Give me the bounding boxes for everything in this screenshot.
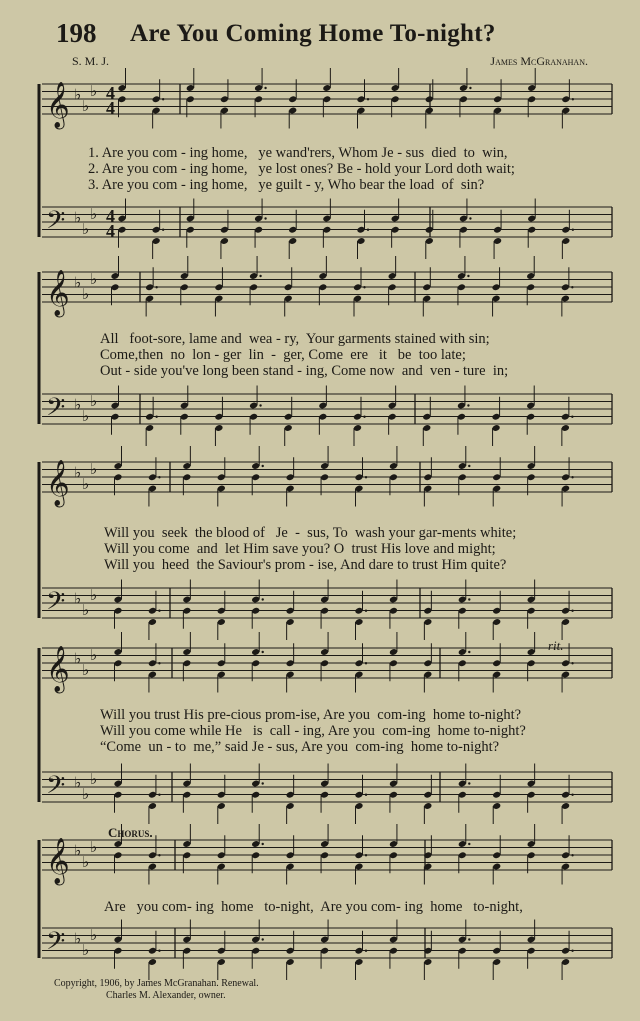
flat-icon: ♭ (82, 600, 90, 619)
flat-icon: ♭ (90, 585, 98, 604)
bass-clef-icon: 𝄢 (46, 927, 66, 962)
lyric-line: 1. Are you com - ing home, ye wand'rers, Whom Je - sus died to win, (88, 145, 508, 161)
dot (259, 404, 261, 406)
flat-icon: ♭ (82, 784, 90, 803)
flat-icon: ♭ (90, 459, 98, 478)
dot (468, 651, 470, 653)
time-signature: 4 (106, 221, 115, 241)
dot (367, 229, 369, 231)
treble-clef-icon: 𝄞 (46, 82, 70, 128)
copyright-line: Copyright, 1906, by James McGranahan. Renewal. (54, 978, 259, 989)
dot (572, 229, 574, 231)
dot (365, 662, 367, 664)
dot (469, 217, 471, 219)
flat-icon: ♭ (90, 769, 98, 788)
treble-clef-icon: 𝄞 (46, 460, 70, 506)
lyric-line: Will you come and let Him save you? O trust His love and might; (104, 541, 496, 557)
copyright-notice (54, 978, 259, 1002)
flat-icon: ♭ (74, 85, 82, 104)
dot (365, 794, 367, 796)
dot (571, 416, 573, 418)
flat-icon: ♭ (82, 940, 90, 959)
flat-icon: ♭ (74, 463, 82, 482)
dot (262, 598, 264, 600)
flat-icon: ♭ (82, 852, 90, 871)
dot (158, 610, 160, 612)
time-signature: 4 (106, 98, 115, 118)
dot (467, 275, 469, 277)
lyric-line: Out - side you've long been stand - ing, Come now and ven - ture in; (100, 363, 509, 379)
flat-icon: ♭ (82, 284, 90, 303)
flat-icon: ♭ (82, 660, 90, 679)
dot (468, 938, 470, 940)
treble-clef-icon: 𝄞 (46, 270, 70, 316)
flat-icon: ♭ (90, 645, 98, 664)
dot (571, 794, 573, 796)
dot (264, 217, 266, 219)
treble-clef-icon: 𝄞 (46, 838, 70, 884)
dot (571, 854, 573, 856)
dot (259, 275, 261, 277)
dot (468, 843, 470, 845)
bass-clef-icon: 𝄢 (46, 393, 66, 428)
treble-clef-icon: 𝄞 (46, 646, 70, 692)
dot (572, 98, 574, 100)
lyric-line: “Come un - to me,” said Je - sus, Are you com-ing home to-night? (100, 739, 500, 755)
lyric-line: Will you seek the blood of Je - sus, To wash your gar-ments white; (104, 525, 517, 541)
dot (262, 465, 264, 467)
dot (158, 950, 160, 952)
dot (571, 950, 573, 952)
dot (158, 794, 160, 796)
flat-icon: ♭ (90, 204, 98, 223)
dot (468, 465, 470, 467)
flat-icon: ♭ (90, 391, 98, 410)
hymn-number: 198 (56, 18, 97, 48)
dot (469, 87, 471, 89)
dot (365, 476, 367, 478)
flat-icon: ♭ (74, 589, 82, 608)
dot (158, 476, 160, 478)
flat-icon: ♭ (82, 219, 90, 238)
lyric-line: Are you com- ing home to-night, Are you com- ing home to-night, (104, 899, 523, 915)
dot (162, 98, 164, 100)
flat-icon: ♭ (90, 81, 98, 100)
lyric-line: 2. Are you com - ing home, ye lost ones? Be - hold your Lord doth wait; (88, 161, 515, 177)
dot (158, 662, 160, 664)
lyric-line: Will you trust His pre-cious prom-ise, Are you com-ing home to-night? (100, 707, 522, 723)
flat-icon: ♭ (74, 208, 82, 227)
dot (365, 854, 367, 856)
flat-icon: ♭ (74, 649, 82, 668)
dot (158, 854, 160, 856)
time-signature: 4 (106, 83, 115, 103)
dot (155, 416, 157, 418)
dot (468, 598, 470, 600)
dot (162, 229, 164, 231)
bass-clef-icon: 𝄢 (46, 771, 66, 806)
lyric-line: Will you heed the Saviour's prom - ise, And dare to trust Him quite? (104, 557, 507, 573)
dot (468, 782, 470, 784)
copyright-owner: Charles M. Alexander, owner. (106, 990, 226, 1001)
dot (467, 404, 469, 406)
dot (363, 286, 365, 288)
flat-icon: ♭ (74, 929, 82, 948)
lyricist-credit: S. M. J. (72, 54, 110, 68)
dot (262, 782, 264, 784)
flat-icon: ♭ (74, 395, 82, 414)
dot (365, 950, 367, 952)
flat-icon: ♭ (90, 269, 98, 288)
dot (365, 610, 367, 612)
flat-icon: ♭ (90, 837, 98, 856)
dot (571, 610, 573, 612)
dot (363, 416, 365, 418)
time-signature: 4 (106, 206, 115, 226)
flat-icon: ♭ (74, 773, 82, 792)
lyric-line: Come,then no lon - ger lin - ger, Come ere it be too late; (100, 347, 466, 363)
flat-icon: ♭ (74, 841, 82, 860)
bass-clef-icon: 𝄢 (46, 206, 66, 241)
chorus-label: Chorus. (108, 825, 153, 840)
composer-credit: James McGranahan. (490, 54, 588, 68)
flat-icon: ♭ (82, 406, 90, 425)
flat-icon: ♭ (82, 96, 90, 115)
flat-icon: ♭ (82, 474, 90, 493)
lyric-line: All foot-sore, lame and wea - ry, Your garments stained with sin; (100, 331, 490, 347)
flat-icon: ♭ (74, 273, 82, 292)
dot (262, 651, 264, 653)
dot (367, 98, 369, 100)
tempo-mark-rit: rit. (548, 638, 564, 653)
dot (155, 286, 157, 288)
flat-icon: ♭ (90, 925, 98, 944)
lyric-line: Will you come while He is call - ing, Are you com-ing home to-night? (100, 723, 526, 739)
dot (262, 843, 264, 845)
dot (264, 87, 266, 89)
lyric-line: 3. Are you com - ing home, ye guilt - y, Who bear the load of sin? (88, 177, 485, 193)
bass-clef-icon: 𝄢 (46, 587, 66, 622)
hymn-title: Are You Coming Home To-night? (130, 20, 496, 47)
dot (571, 476, 573, 478)
dot (571, 286, 573, 288)
dot (262, 938, 264, 940)
dot (571, 662, 573, 664)
